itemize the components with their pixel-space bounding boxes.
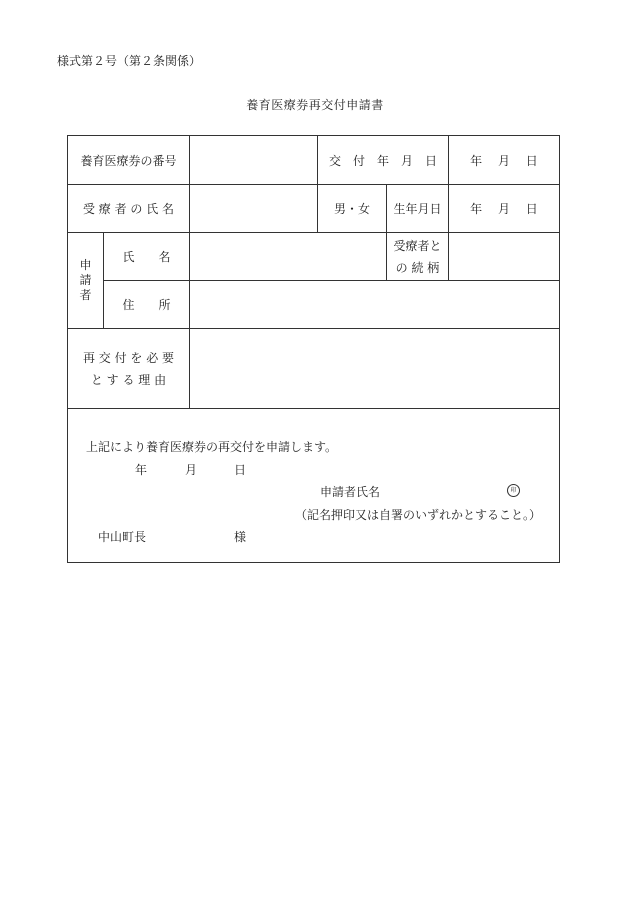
reason-field[interactable] [190, 329, 559, 408]
applicant-signature-label: 申請者氏名 [320, 485, 381, 499]
applicant-char-1: 申 [79, 258, 92, 272]
ticket-number-label: 養育医療券の番号 [80, 153, 177, 168]
applicant-name-field[interactable] [190, 233, 386, 280]
issue-date-label: 交 付 年 月 日 [328, 153, 437, 168]
relationship-label-line-2: の 続 柄 [395, 260, 440, 275]
reason-label-line-1: 再 交 付 を 必 要 [82, 350, 175, 365]
relationship-label-line-1: 受療者と [393, 238, 442, 253]
seal-icon: 印 [507, 484, 520, 497]
relationship-field[interactable] [449, 233, 559, 280]
birth-date-field[interactable]: 年 月 日 [470, 202, 538, 216]
recipient-name-field[interactable] [190, 185, 317, 232]
reason-label [68, 329, 189, 408]
application-form-table [67, 135, 560, 563]
seal-note: （記名押印又は自署のいずれかとすること。） [295, 508, 542, 522]
addressee: 中山町長 [98, 530, 147, 544]
applicant-signature-field[interactable] [387, 479, 505, 499]
document-title: 養育医療券再交付申請書 [246, 98, 384, 112]
row-divider [67, 408, 560, 409]
applicant-char-2: 請 [79, 273, 92, 287]
date-month[interactable]: 月 [185, 463, 198, 477]
address-field[interactable] [190, 281, 559, 328]
declaration-statement: 上記により養育医療券の再交付を申請します。 [86, 440, 338, 454]
date-year[interactable]: 年 [135, 463, 148, 477]
birth-date-label: 生年月日 [393, 202, 442, 216]
issue-date-field[interactable]: 年 月 日 [470, 153, 538, 168]
honorific: 様 [234, 530, 247, 544]
relationship-label [387, 233, 448, 280]
sex-field[interactable]: 男・女 [333, 202, 370, 216]
ticket-number-field[interactable] [190, 136, 317, 184]
applicant-group-label [68, 233, 103, 328]
reason-label-line-2: と す る 理 由 [90, 372, 167, 387]
applicant-name-label: 氏 名 [122, 250, 171, 264]
address-label: 住 所 [122, 298, 171, 312]
date-day[interactable]: 日 [234, 463, 247, 477]
border-right [559, 135, 560, 563]
form-number: 様式第２号（第２条関係） [57, 54, 202, 68]
border-bottom [67, 562, 560, 563]
applicant-char-3: 者 [79, 288, 92, 302]
recipient-name-label: 受 療 者 の 氏 名 [82, 202, 175, 216]
